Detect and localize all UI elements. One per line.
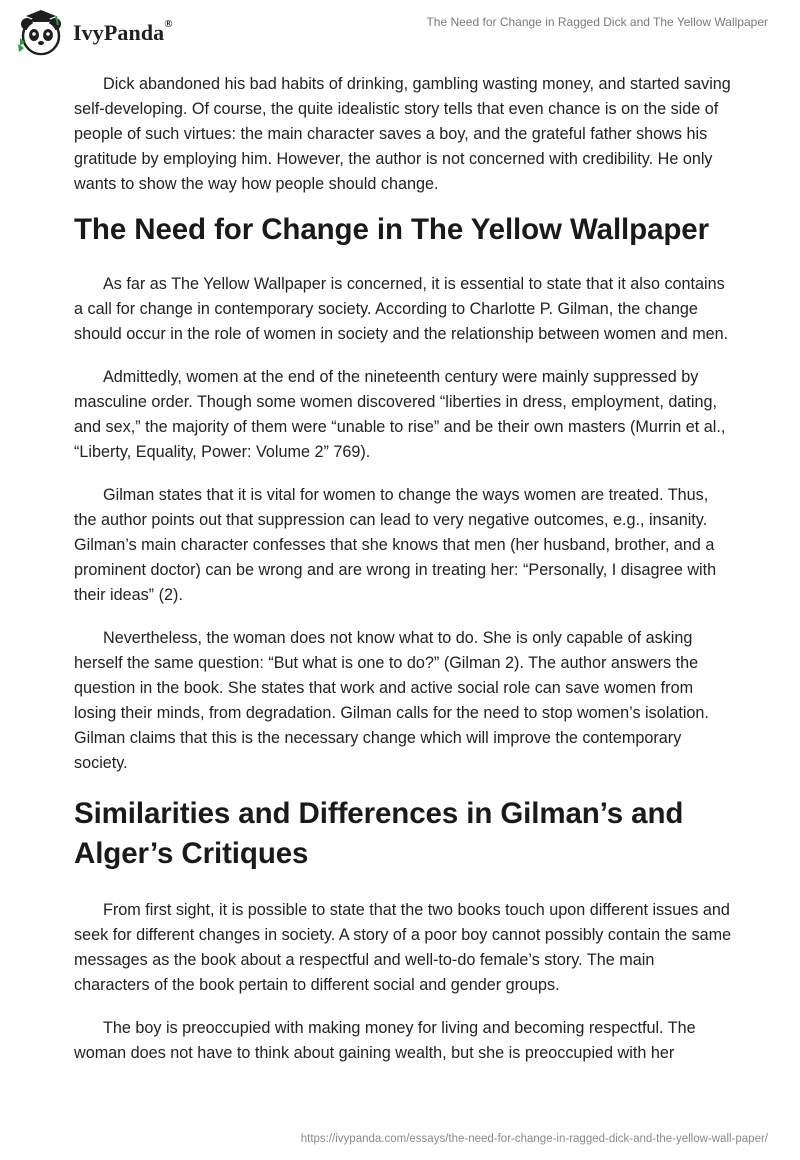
paragraph-5: Nevertheless, the woman does not know what to do. She is only capable of asking herself the same question: “But what is one to do?” (Gilman 2). The author answers the question in the book. She states that work and active social role can save women from losing their minds, from degradation. Gilman calls for the need to stop women’s isolation. Gilman claims that this is the necessary change which will improve the contemporary society.: [74, 629, 709, 772]
registered-mark: ®: [164, 18, 173, 30]
paragraph-3: Admittedly, women at the end of the nineteenth century were mainly suppressed by masculine order. Though some women discovered “liberties in dress, employment, dating, and sex,” the majority of them were “unable to rise” and be their own masters (Murrin et al., “Liberty, Equality, Power: Volume 2” 769).: [74, 368, 726, 461]
paragraph-7: The boy is preoccupied with making money for living and becoming respectful. The woman does not have to think about gaining wealth, but she is preoccupied with her: [74, 1019, 696, 1062]
paragraph-4: Gilman states that it is vital for women to change the ways women are treated. Thus, the author points out that suppression can lead to very negative outcomes, e.g., insanity. Gilman’s main character confesses that she knows that men (her husband, brother, and a prominent doctor) can be wrong and are wrong in treating her: “Personally, I disagree with their ideas” (2).: [74, 486, 717, 604]
section-heading-yellow-wallpaper: The Need for Change in The Yellow Wallpaper: [74, 213, 709, 246]
brand-name: IvyPanda®: [73, 18, 173, 45]
article-body: [74, 72, 734, 1084]
panda-logo-icon: [16, 8, 66, 58]
site-header: [0, 0, 800, 70]
paragraph-1: Dick abandoned his bad habits of drinking, gambling wasting money, and started saving self-developing. Of course, the quite idealistic story tells that even chance is on the side of people of such virtues: the main character saves a boy, and the grateful father shows his gratitude by employing him. However, the author is not concerned with credibility. He only wants to show the way how people should change.: [74, 75, 731, 193]
paragraph-2: As far as The Yellow Wallpaper is concerned, it is essential to state that it also contains a call for change in contemporary society. According to Charlotte P. Gilman, the change should occur in the role of women in society and the relationship between women and men.: [74, 275, 729, 343]
logo-link[interactable]: [16, 8, 173, 58]
section-heading-similarities: Similarities and Differences in Gilman’s and Alger’s Critiques: [74, 797, 684, 870]
paragraph-6: From first sight, it is possible to state that the two books touch upon different issues and seek for different changes in society. A story of a poor boy cannot possibly contain the same messages as the book about a respectful and well-to-do female’s story. The main characters of the book pertain to different social and gender groups.: [74, 901, 732, 994]
document-title: The Need for Change in Ragged Dick and The Yellow Wallpaper: [426, 15, 768, 29]
source-url[interactable]: https://ivypanda.com/essays/the-need-for-change-in-ragged-dick-and-the-yellow-wall-paper/: [300, 1133, 768, 1145]
